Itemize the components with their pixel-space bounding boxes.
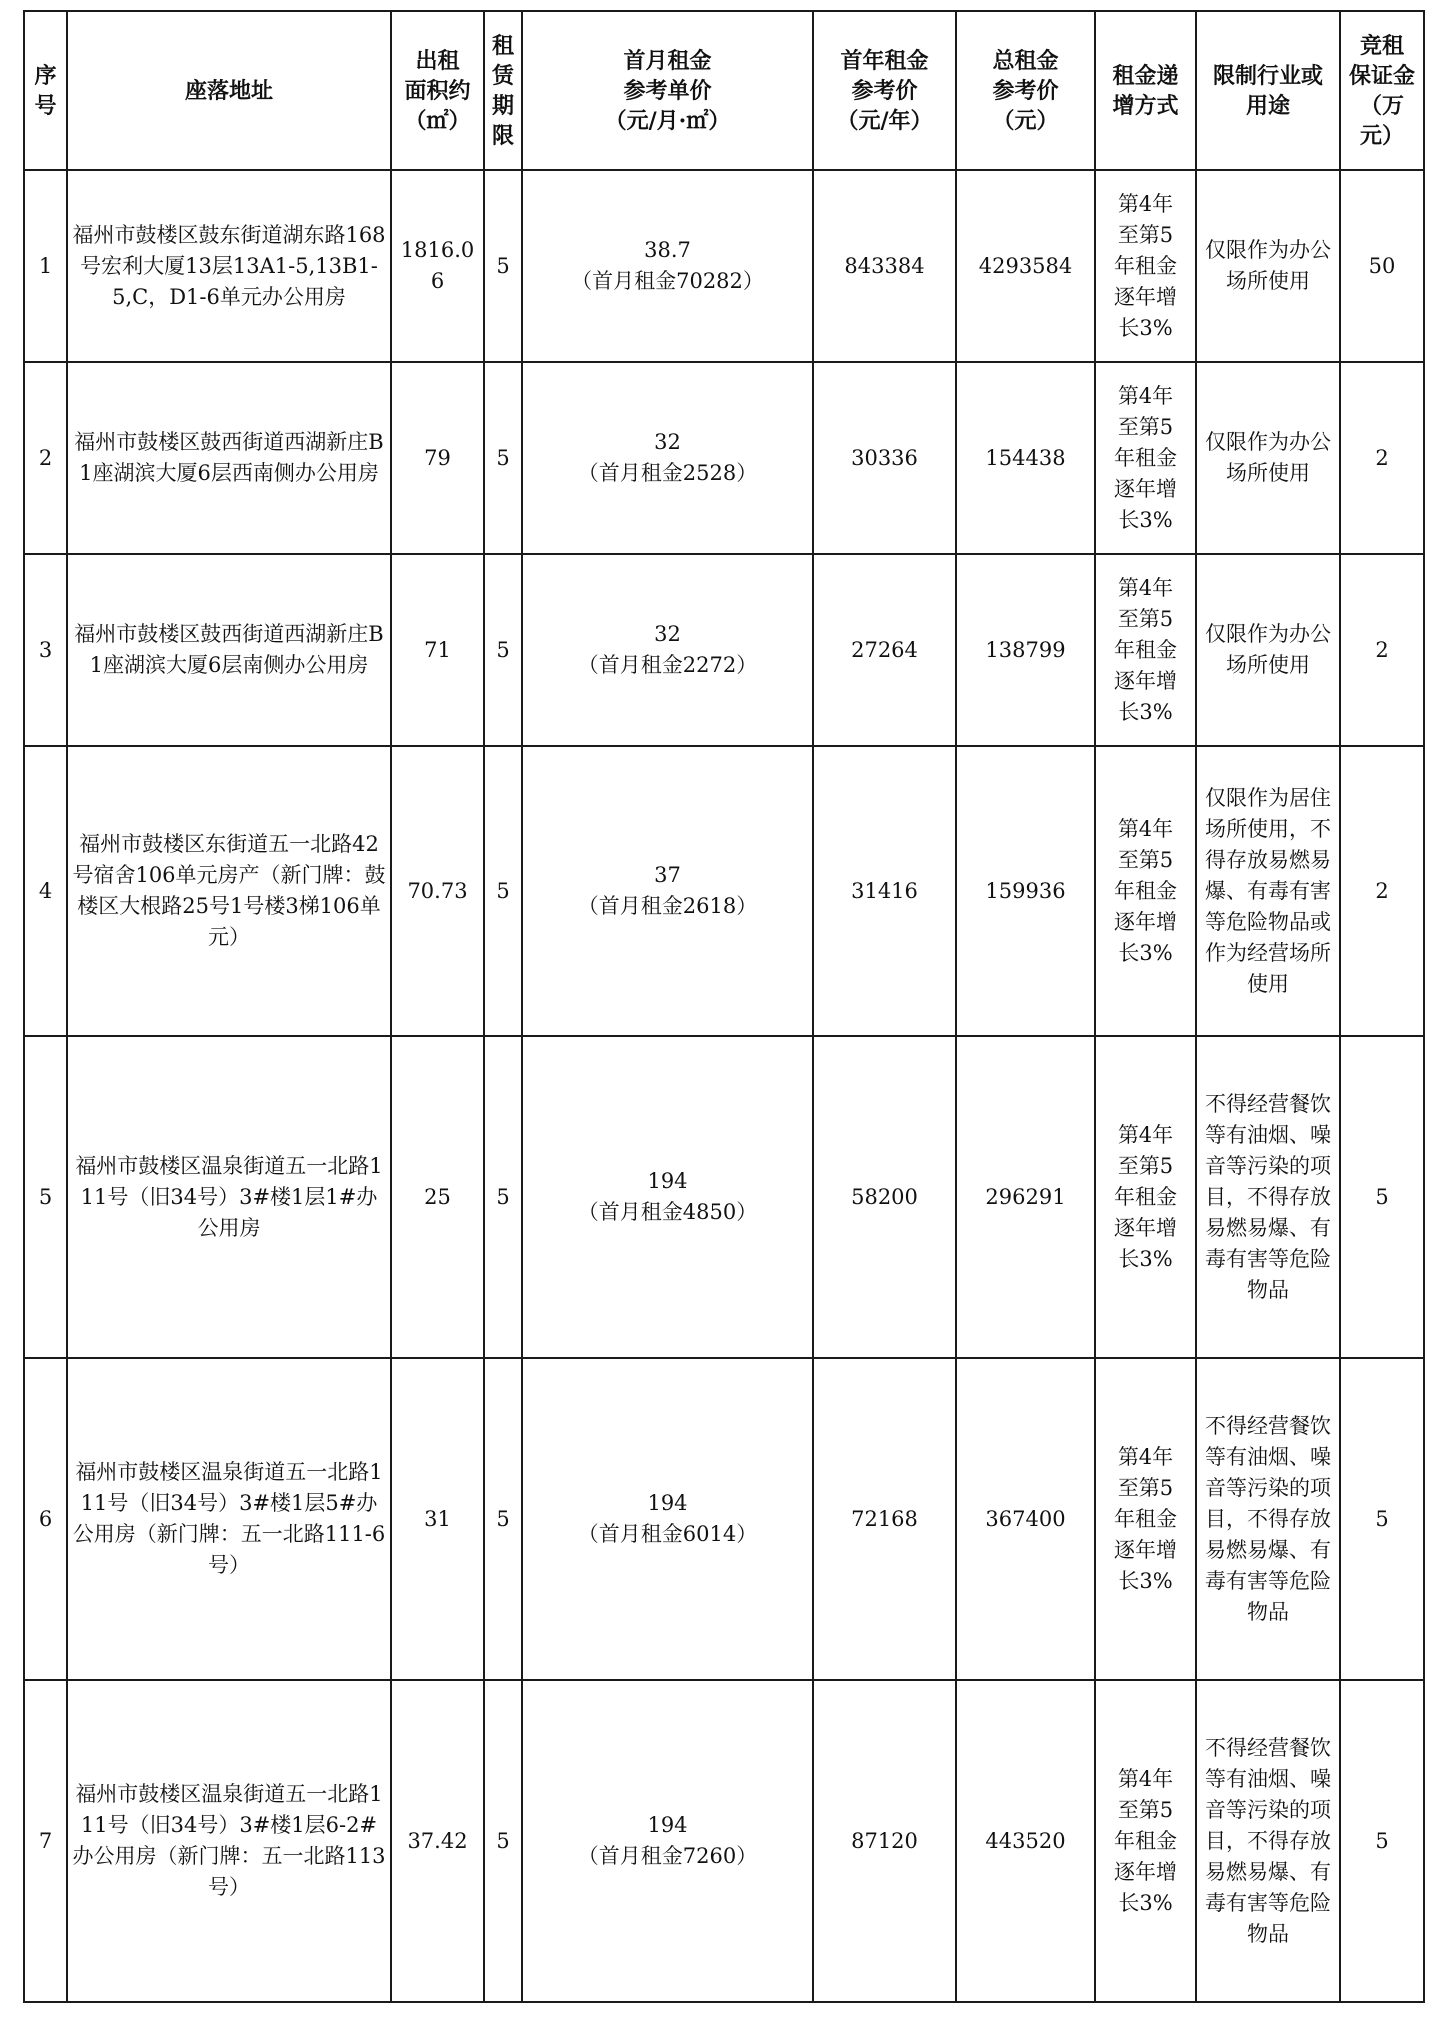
cell-deposit: 2 bbox=[1340, 554, 1424, 746]
cell-first-year-rent: 27264 bbox=[813, 554, 956, 746]
header-term: 租 赁 期 限 bbox=[484, 11, 522, 170]
header-increase-method: 租金递 增方式 bbox=[1095, 11, 1196, 170]
cell-seq: 1 bbox=[24, 170, 67, 362]
table-row bbox=[24, 1680, 1424, 2002]
cell-unit-price: 37 （首月租金2618） bbox=[522, 746, 813, 1036]
cell-increase-method: 第4年 至第5 年租金 逐年增 长3% bbox=[1095, 1358, 1196, 1680]
cell-unit-price: 194 （首月租金4850） bbox=[522, 1036, 813, 1358]
cell-total-rent: 4293584 bbox=[956, 170, 1095, 362]
cell-restriction: 仅限作为办公场所使用 bbox=[1196, 554, 1340, 746]
cell-increase-method: 第4年 至第5 年租金 逐年增 长3% bbox=[1095, 1036, 1196, 1358]
cell-total-rent: 138799 bbox=[956, 554, 1095, 746]
header-area: 出租 面积约 （㎡） bbox=[391, 11, 484, 170]
table-row bbox=[24, 362, 1424, 554]
cell-deposit: 2 bbox=[1340, 362, 1424, 554]
cell-increase-method: 第4年 至第5 年租金 逐年增 长3% bbox=[1095, 362, 1196, 554]
table-row bbox=[24, 1036, 1424, 1358]
cell-total-rent: 154438 bbox=[956, 362, 1095, 554]
cell-term: 5 bbox=[484, 1680, 522, 2002]
cell-restriction: 不得经营餐饮等有油烟、噪音等污染的项目，不得存放易燃易爆、有毒有害等危险物品 bbox=[1196, 1358, 1340, 1680]
cell-first-year-rent: 30336 bbox=[813, 362, 956, 554]
cell-unit-price: 32 （首月租金2272） bbox=[522, 554, 813, 746]
header-first-year-rent: 首年租金 参考价 （元/年） bbox=[813, 11, 956, 170]
cell-deposit: 5 bbox=[1340, 1036, 1424, 1358]
table-row bbox=[24, 1358, 1424, 1680]
rental-listing-table bbox=[23, 10, 1425, 2003]
cell-address: 福州市鼓楼区温泉街道五一北路111号（旧34号）3#楼1层5#办公用房（新门牌：五一北路111-6号） bbox=[67, 1358, 391, 1680]
cell-term: 5 bbox=[484, 746, 522, 1036]
cell-total-rent: 443520 bbox=[956, 1680, 1095, 2002]
cell-area: 1816.06 bbox=[391, 170, 484, 362]
cell-increase-method: 第4年 至第5 年租金 逐年增 长3% bbox=[1095, 1680, 1196, 2002]
header-deposit: 竞租 保证金 （万元） bbox=[1340, 11, 1424, 170]
cell-area: 37.42 bbox=[391, 1680, 484, 2002]
cell-seq: 7 bbox=[24, 1680, 67, 2002]
cell-total-rent: 367400 bbox=[956, 1358, 1095, 1680]
cell-area: 70.73 bbox=[391, 746, 484, 1036]
cell-increase-method: 第4年 至第5 年租金 逐年增 长3% bbox=[1095, 170, 1196, 362]
cell-unit-price: 194 （首月租金6014） bbox=[522, 1358, 813, 1680]
cell-area: 25 bbox=[391, 1036, 484, 1358]
cell-unit-price: 32 （首月租金2528） bbox=[522, 362, 813, 554]
cell-seq: 3 bbox=[24, 554, 67, 746]
cell-term: 5 bbox=[484, 170, 522, 362]
table-row bbox=[24, 554, 1424, 746]
table-row bbox=[24, 746, 1424, 1036]
cell-first-year-rent: 843384 bbox=[813, 170, 956, 362]
cell-unit-price: 38.7 （首月租金70282） bbox=[522, 170, 813, 362]
cell-term: 5 bbox=[484, 554, 522, 746]
cell-deposit: 50 bbox=[1340, 170, 1424, 362]
cell-address: 福州市鼓楼区温泉街道五一北路111号（旧34号）3#楼1层6-2#办公用房（新门牌：五一北路113号） bbox=[67, 1680, 391, 2002]
cell-area: 71 bbox=[391, 554, 484, 746]
header-unit-price: 首月租金 参考单价 （元/月·㎡） bbox=[522, 11, 813, 170]
cell-term: 5 bbox=[484, 362, 522, 554]
cell-term: 5 bbox=[484, 1358, 522, 1680]
cell-deposit: 2 bbox=[1340, 746, 1424, 1036]
cell-seq: 6 bbox=[24, 1358, 67, 1680]
cell-area: 31 bbox=[391, 1358, 484, 1680]
cell-deposit: 5 bbox=[1340, 1680, 1424, 2002]
cell-address: 福州市鼓楼区东街道五一北路42号宿舍106单元房产（新门牌：鼓楼区大根路25号1号楼3梯106单元） bbox=[67, 746, 391, 1036]
cell-restriction: 不得经营餐饮等有油烟、噪音等污染的项目，不得存放易燃易爆、有毒有害等危险物品 bbox=[1196, 1036, 1340, 1358]
header-restriction: 限制行业或 用途 bbox=[1196, 11, 1340, 170]
table-row bbox=[24, 170, 1424, 362]
cell-address: 福州市鼓楼区鼓西街道西湖新庄B1座湖滨大厦6层南侧办公用房 bbox=[67, 554, 391, 746]
cell-restriction: 仅限作为居住场所使用，不得存放易燃易爆、有毒有害等危险物品或作为经营场所使用 bbox=[1196, 746, 1340, 1036]
cell-address: 福州市鼓楼区鼓东街道湖东路168号宏利大厦13层13A1-5,13B1-5,C，D1-6单元办公用房 bbox=[67, 170, 391, 362]
cell-area: 79 bbox=[391, 362, 484, 554]
cell-seq: 5 bbox=[24, 1036, 67, 1358]
cell-restriction: 仅限作为办公场所使用 bbox=[1196, 170, 1340, 362]
header-row bbox=[24, 11, 1424, 170]
cell-term: 5 bbox=[484, 1036, 522, 1358]
cell-first-year-rent: 72168 bbox=[813, 1358, 956, 1680]
cell-deposit: 5 bbox=[1340, 1358, 1424, 1680]
cell-first-year-rent: 31416 bbox=[813, 746, 956, 1036]
header-address: 座落地址 bbox=[67, 11, 391, 170]
cell-address: 福州市鼓楼区鼓西街道西湖新庄B1座湖滨大厦6层西南侧办公用房 bbox=[67, 362, 391, 554]
header-total-rent: 总租金 参考价 （元） bbox=[956, 11, 1095, 170]
cell-address: 福州市鼓楼区温泉街道五一北路111号（旧34号）3#楼1层1#办公用房 bbox=[67, 1036, 391, 1358]
cell-unit-price: 194 （首月租金7260） bbox=[522, 1680, 813, 2002]
cell-increase-method: 第4年 至第5 年租金 逐年增 长3% bbox=[1095, 746, 1196, 1036]
cell-seq: 2 bbox=[24, 362, 67, 554]
cell-first-year-rent: 87120 bbox=[813, 1680, 956, 2002]
cell-increase-method: 第4年 至第5 年租金 逐年增 长3% bbox=[1095, 554, 1196, 746]
cell-restriction: 不得经营餐饮等有油烟、噪音等污染的项目，不得存放易燃易爆、有毒有害等危险物品 bbox=[1196, 1680, 1340, 2002]
cell-restriction: 仅限作为办公场所使用 bbox=[1196, 362, 1340, 554]
header-seq: 序号 bbox=[24, 11, 67, 170]
cell-total-rent: 159936 bbox=[956, 746, 1095, 1036]
cell-first-year-rent: 58200 bbox=[813, 1036, 956, 1358]
cell-seq: 4 bbox=[24, 746, 67, 1036]
cell-total-rent: 296291 bbox=[956, 1036, 1095, 1358]
